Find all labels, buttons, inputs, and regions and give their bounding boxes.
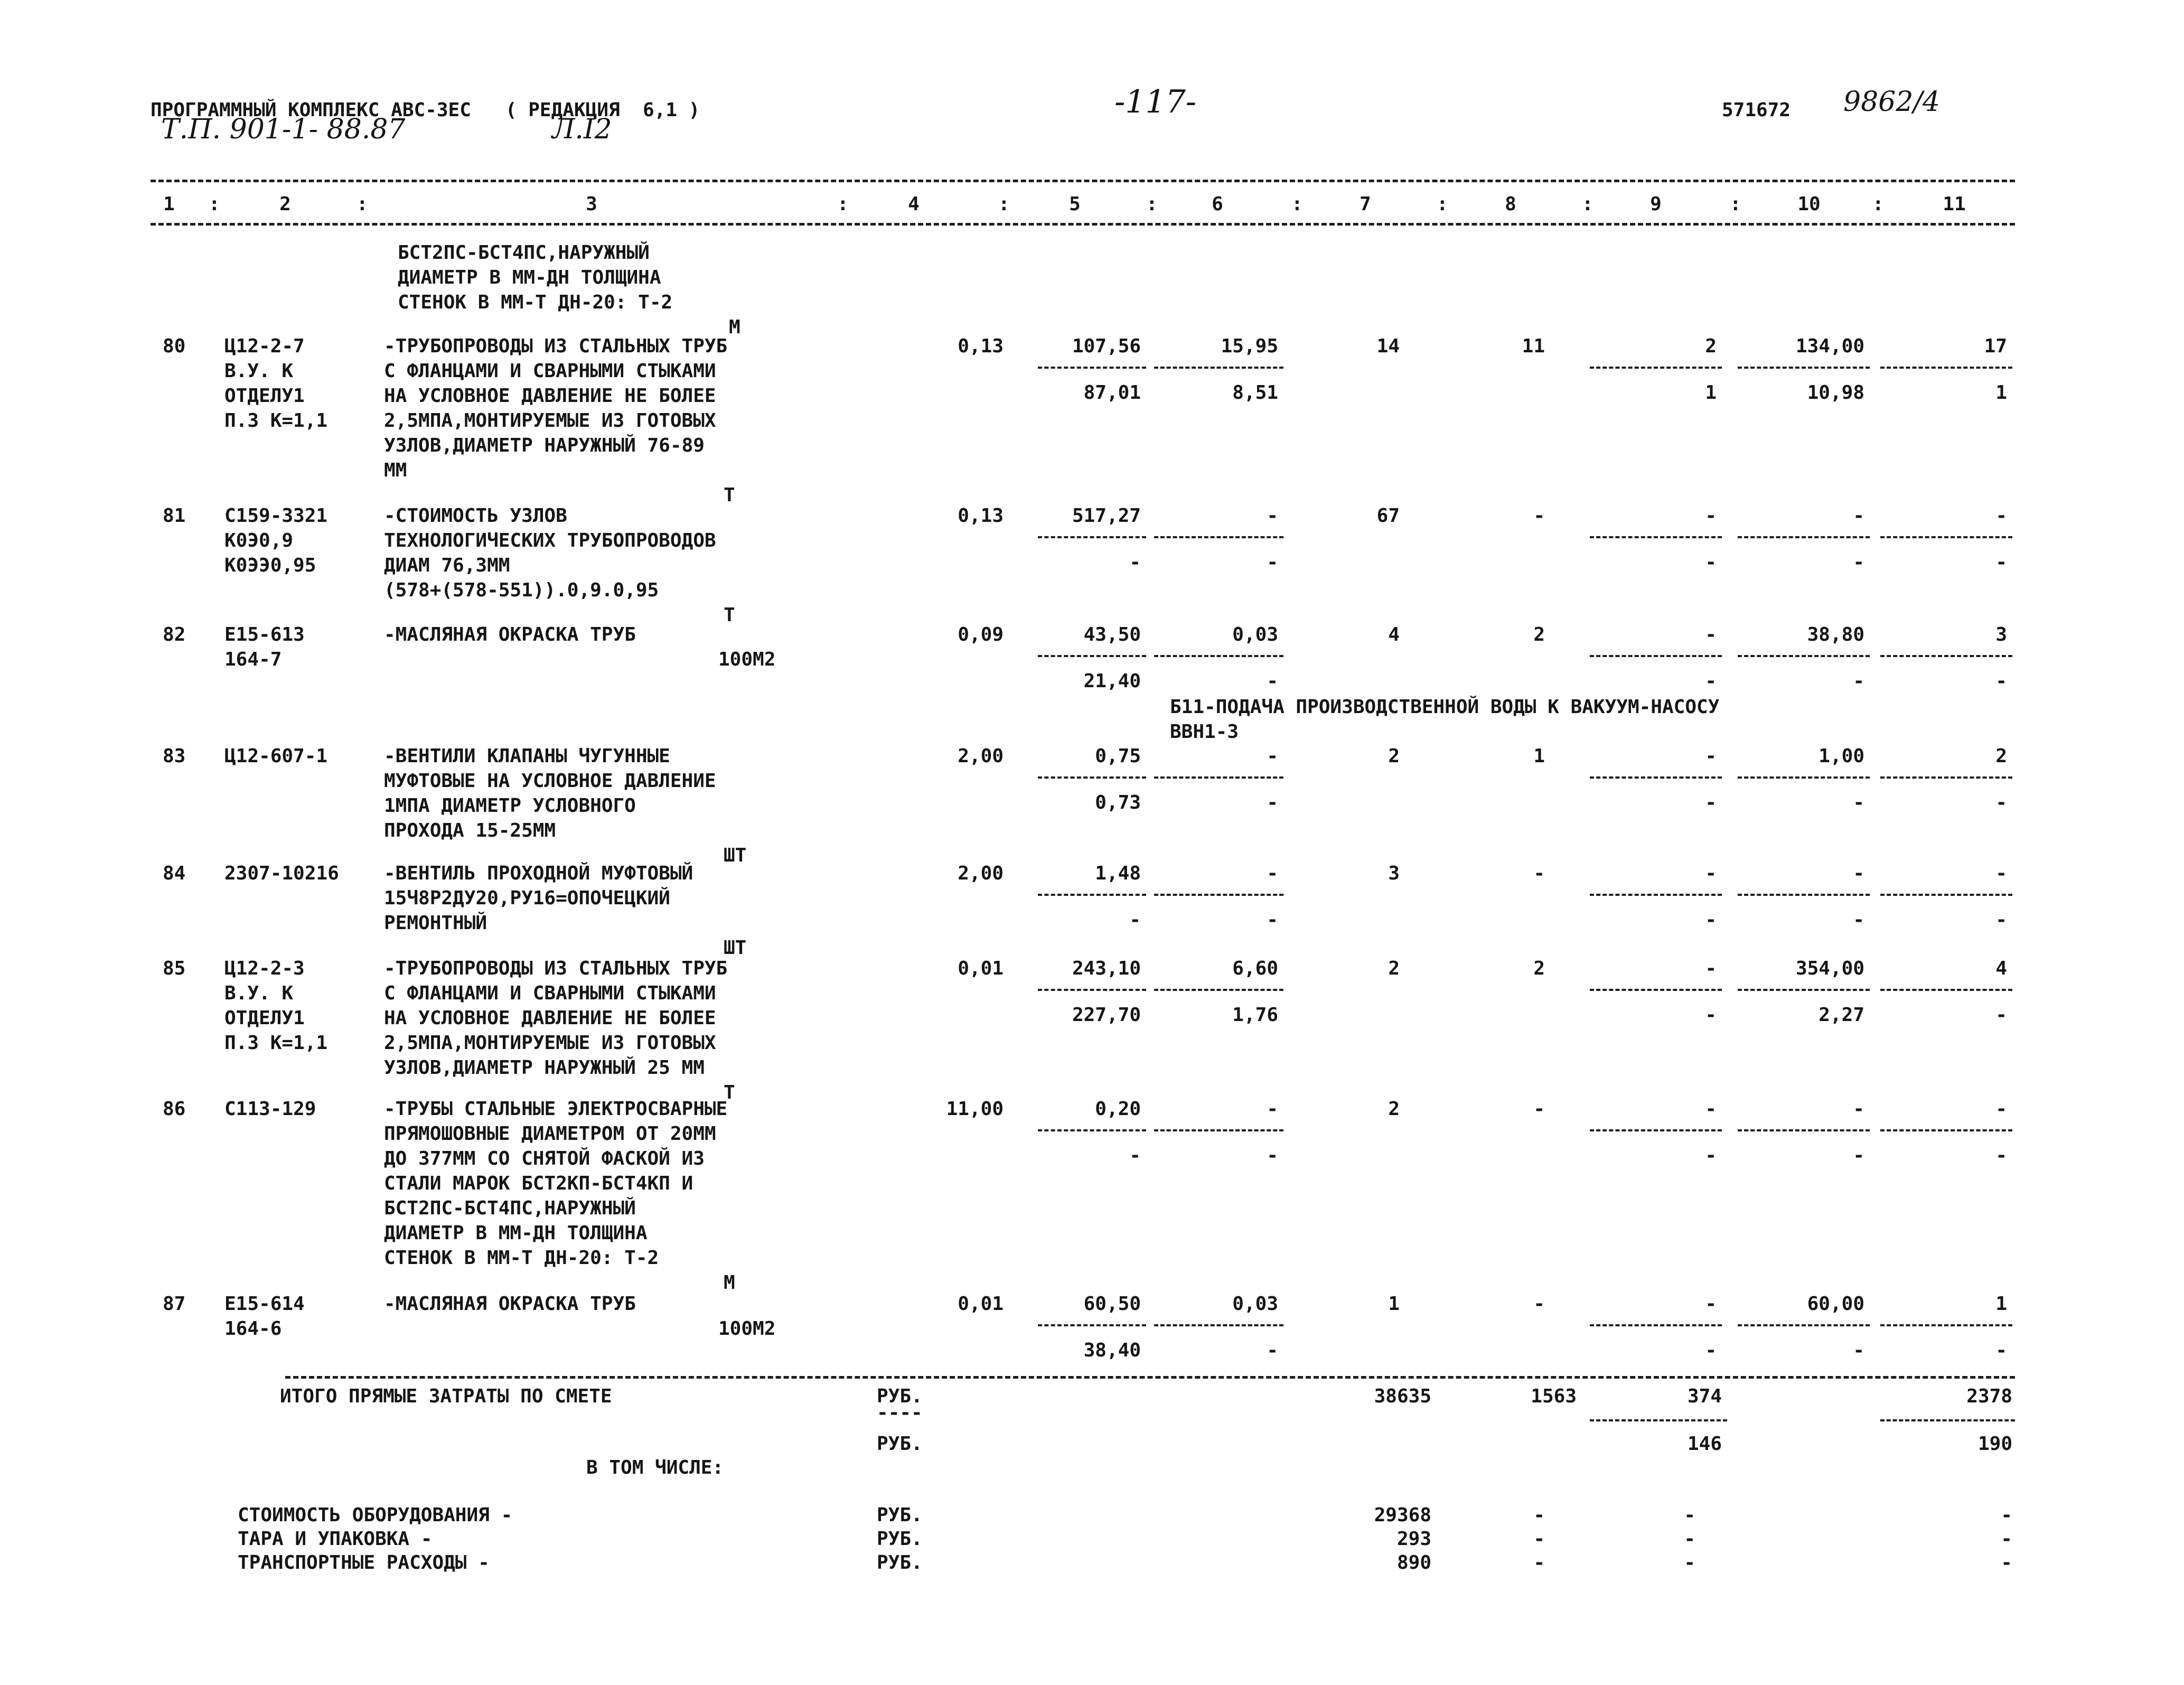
totals-rule (285, 1376, 2015, 1379)
fraction-rule (1590, 1419, 1727, 1421)
row-description-line: ПРОХОДА 15-25ММ (384, 820, 556, 841)
row-description-line: НА УСЛОВНОЕ ДАВЛЕНИЕ НЕ БОЛЕЕ (384, 385, 716, 407)
row-code-line: 164-7 (224, 649, 282, 670)
row-c5-bottom: - (1129, 551, 1141, 573)
packaging-unit: РУБ. (877, 1528, 923, 1550)
row-c6-bottom: - (1267, 670, 1278, 692)
row-quantity: 0,13 (958, 335, 1004, 357)
fraction-rule (1738, 655, 1870, 657)
column-header-6: 6 (1212, 193, 1223, 215)
row-c9-bottom: - (1705, 792, 1717, 813)
row-col8: 1 (1533, 745, 1545, 767)
row-description-line: -МАСЛЯНАЯ ОКРАСКА ТРУБ (384, 624, 636, 645)
row-c5-top: 43,50 (1083, 624, 1141, 645)
column-separator: : (1291, 193, 1303, 215)
row-col8: - (1533, 505, 1545, 527)
row-c10-top: - (1853, 1098, 1864, 1120)
row-code-line: 164-6 (224, 1318, 282, 1340)
row-c11-top: 1 (1995, 1293, 2007, 1315)
row-code-line: ОТДЕЛУ1 (224, 1007, 305, 1029)
row-c5-bottom: 38,40 (1083, 1340, 1141, 1361)
row-code-line: С113-129 (224, 1098, 316, 1120)
column-header-3: 3 (586, 193, 597, 215)
row-c6-top: - (1267, 863, 1278, 884)
row-col7: 2 (1388, 958, 1400, 979)
column-separator: : (1872, 193, 1884, 215)
row-c9-top: - (1705, 624, 1717, 645)
row-c5-bottom: 0,73 (1095, 792, 1141, 813)
program-title: ПРОГРАММНЫЙ КОМПЛЕКС АВС-ЗЕС ( РЕДАКЦИЯ 6,1 ) (151, 99, 700, 121)
row-c11-bottom: 1 (1995, 382, 2007, 404)
row-c5-bottom: 227,70 (1072, 1004, 1141, 1026)
fraction-rule (1880, 536, 2012, 538)
continuation-line: БСТ2ПС-БСТ4ПС,НАРУЖНЫЙ (398, 242, 650, 264)
row-description-line: НА УСЛОВНОЕ ДАВЛЕНИЕ НЕ БОЛЕЕ (384, 1007, 716, 1029)
section-title: Б11-ПОДАЧА ПРОИЗВОДСТВЕННОЙ ВОДЫ К ВАКУУМ-НАСОСУ (1170, 696, 1720, 718)
row-c9-bottom: - (1705, 1004, 1717, 1026)
row-description-line: С ФЛАНЦАМИ И СВАРНЫМИ СТЫКАМИ (384, 360, 716, 382)
row-description-line: С ФЛАНЦАМИ И СВАРНЫМИ СТЫКАМИ (384, 982, 716, 1004)
row-c11-top: - (1995, 863, 2007, 884)
row-c9-top: - (1705, 745, 1717, 767)
row-unit: ШТ (724, 845, 747, 866)
fraction-rule (1738, 367, 1870, 369)
column-header-4: 4 (908, 193, 920, 215)
row-unit: Т (724, 1082, 735, 1103)
row-unit: М (724, 1272, 735, 1294)
fraction-rule (1880, 894, 2012, 896)
column-separator: : (357, 193, 368, 215)
row-quantity: 2,00 (958, 863, 1004, 884)
fraction-rule (1738, 536, 1870, 538)
row-code-line: Ц12-2-7 (224, 335, 305, 357)
row-description-line: ПРЯМОШОВНЫЕ ДИАМЕТРОМ ОТ 20ММ (384, 1123, 716, 1145)
row-c10-bottom: 2,27 (1819, 1004, 1864, 1026)
row-number: 83 (163, 745, 186, 767)
continuation-line: СТЕНОК В ММ-Т ДН-20: Т-2 (398, 292, 673, 313)
row-c10-top: - (1853, 505, 1864, 527)
continuation-unit: М (729, 316, 741, 338)
transport-unit: РУБ. (877, 1552, 923, 1574)
fraction-rule (1154, 367, 1283, 369)
fraction-rule (1738, 1129, 1870, 1131)
row-description-line: -ТРУБОПРОВОДЫ ИЗ СТАЛЬНЫХ ТРУБ (384, 335, 728, 357)
fraction-rule (1738, 989, 1870, 991)
row-unit: Т (724, 484, 735, 506)
row-c5-bottom: 21,40 (1083, 670, 1141, 692)
fraction-rule (1154, 1324, 1283, 1326)
row-col8: 11 (1522, 335, 1545, 357)
row-description-line: ДИАМЕТР В ММ-ДН ТОЛЩИНА (384, 1222, 648, 1244)
transport-col9: - (1684, 1552, 1695, 1574)
row-c10-bottom: 10,98 (1807, 382, 1864, 404)
row-description-line: -ВЕНТИЛЬ ПРОХОДНОЙ МУФТОВЫЙ (384, 863, 693, 884)
packaging-col8: - (1533, 1528, 1545, 1550)
totals-unit-2: РУБ. (877, 1433, 923, 1455)
album-number: Л.I2 (552, 114, 612, 145)
row-c10-top: 1,00 (1819, 745, 1864, 767)
row-quantity: 0,01 (958, 958, 1004, 979)
fraction-rule (1038, 655, 1146, 657)
row-description-line: ДО 377ММ СО СНЯТОЙ ФАСКОЙ ИЗ (384, 1148, 705, 1169)
column-separator: : (998, 193, 1010, 215)
row-description-line: 2,5МПА,МОНТИРУЕМЫЕ ИЗ ГОТОВЫХ (384, 410, 716, 432)
row-c11-bottom: - (1995, 670, 2007, 692)
row-number: 81 (163, 505, 186, 527)
totals-label: ИТОГО ПРЯМЫЕ ЗАТРАТЫ ПО СМЕТЕ (280, 1386, 612, 1407)
row-code-line: 2307-10216 (224, 863, 339, 884)
column-separator: : (1582, 193, 1594, 215)
row-code-line: Е15-614 (224, 1293, 305, 1315)
transport-col11: - (2001, 1552, 2012, 1574)
row-code-line: Е15-613 (224, 624, 305, 645)
row-c11-top: 17 (1984, 335, 2007, 357)
row-c6-bottom: - (1267, 1340, 1278, 1361)
row-c6-top: - (1267, 1098, 1278, 1120)
row-description-line: -ТРУБОПРОВОДЫ ИЗ СТАЛЬНЫХ ТРУБ (384, 958, 728, 979)
row-description-line: -МАСЛЯНАЯ ОКРАСКА ТРУБ (384, 1293, 636, 1315)
row-col7: 2 (1388, 745, 1400, 767)
row-c6-bottom: - (1267, 909, 1278, 931)
row-c6-top: 6,60 (1232, 958, 1278, 979)
row-code-line: П.3 К=1,1 (224, 1032, 328, 1054)
fraction-rule (1154, 776, 1283, 779)
packaging-col9: - (1684, 1528, 1695, 1550)
row-c11-bottom: - (1995, 1340, 2007, 1361)
row-description-line: ММ (384, 460, 407, 481)
row-description-line: РЕМОНТНЫЙ (384, 912, 488, 934)
column-header-2: 2 (279, 193, 291, 215)
row-col7: 3 (1388, 863, 1400, 884)
totals-unit-dash: ---- (877, 1402, 923, 1424)
column-header-1: 1 (163, 193, 175, 215)
row-c9-bottom: - (1705, 551, 1717, 573)
fraction-rule (1154, 1129, 1283, 1131)
row-c9-top: 2 (1705, 335, 1717, 357)
row-c9-bottom: - (1705, 670, 1717, 692)
totals-unit: РУБ. (877, 1386, 923, 1407)
row-c10-top: - (1853, 863, 1864, 884)
row-c9-top: - (1705, 1098, 1717, 1120)
row-c11-bottom: - (1995, 1145, 2007, 1166)
row-c6-bottom: 8,51 (1232, 382, 1278, 404)
row-c6-top: 15,95 (1221, 335, 1278, 357)
row-c9-top: - (1705, 958, 1717, 979)
fraction-rule (1590, 367, 1722, 369)
totals-col7: 38635 (1374, 1386, 1431, 1407)
row-c10-top: 38,80 (1807, 624, 1864, 645)
totals-col11-bottom: 190 (1977, 1433, 2012, 1455)
row-description-line: СТАЛИ МАРОК БСТ2КП-БСТ4КП И (384, 1173, 693, 1194)
row-c6-bottom: - (1267, 792, 1278, 813)
transport-col7: 890 (1396, 1552, 1431, 1574)
sheet-number: 9862/4 (1843, 86, 1940, 118)
column-header-9: 9 (1650, 193, 1662, 215)
column-header-11: 11 (1943, 193, 1966, 215)
header-bottom-rule (151, 223, 2015, 226)
fraction-rule (1590, 1129, 1722, 1131)
fraction-rule (1880, 367, 2012, 369)
row-code-line: В.У. К (224, 982, 294, 1004)
row-col7: 2 (1388, 1098, 1400, 1120)
row-description-line: ТЕХНОЛОГИЧЕСКИХ ТРУБОПРОВОДОВ (384, 530, 716, 551)
equipment-cost-unit: РУБ. (877, 1504, 923, 1526)
row-number: 85 (163, 958, 186, 979)
row-number: 87 (163, 1293, 186, 1315)
row-c5-top: 517,27 (1072, 505, 1141, 527)
row-c11-top: - (1995, 1098, 2007, 1120)
row-c10-bottom: - (1853, 909, 1864, 931)
column-separator: : (1146, 193, 1158, 215)
row-c6-bottom: - (1267, 551, 1278, 573)
row-c11-top: 4 (1995, 958, 2007, 979)
row-c5-top: 60,50 (1083, 1293, 1141, 1315)
row-col7: 4 (1388, 624, 1400, 645)
totals-col8: 1563 (1531, 1386, 1577, 1407)
row-code-line: ОТДЕЛУ1 (224, 385, 305, 407)
row-col7: 14 (1376, 335, 1400, 357)
row-unit: ШТ (724, 937, 747, 959)
row-c10-top: 60,00 (1807, 1293, 1864, 1315)
document-number: 571672 (1722, 99, 1791, 121)
row-c9-bottom: - (1705, 1340, 1717, 1361)
fraction-rule (1154, 536, 1283, 538)
column-header-7: 7 (1360, 193, 1371, 215)
row-c11-top: - (1995, 505, 2007, 527)
row-c10-top: 354,00 (1795, 958, 1864, 979)
row-c10-bottom: - (1853, 551, 1864, 573)
row-code-line: Ц12-607-1 (224, 745, 328, 767)
row-col8: - (1533, 1098, 1545, 1120)
row-code-line: П.3 К=1,1 (224, 410, 328, 432)
fraction-rule (1590, 1324, 1722, 1326)
totals-col9-top: 374 (1687, 1386, 1722, 1407)
row-col8: 2 (1533, 624, 1545, 645)
packaging-col11: - (2001, 1528, 2012, 1550)
column-header-10: 10 (1797, 193, 1821, 215)
row-description-line: -ВЕНТИЛИ КЛАПАНЫ ЧУГУННЫЕ (384, 745, 670, 767)
totals-col11-top: 2378 (1966, 1386, 2012, 1407)
row-quantity: 0,13 (958, 505, 1004, 527)
fraction-rule (1590, 776, 1722, 779)
row-number: 80 (163, 335, 186, 357)
row-c10-bottom: - (1853, 1340, 1864, 1361)
fraction-rule (1038, 989, 1146, 991)
row-c5-top: 107,56 (1072, 335, 1141, 357)
row-number: 82 (163, 624, 186, 645)
column-header-5: 5 (1069, 193, 1081, 215)
row-c5-bottom: 87,01 (1083, 382, 1141, 404)
fraction-rule (1590, 894, 1722, 896)
equipment-cost-col7: 29368 (1374, 1504, 1431, 1526)
row-col8: 2 (1533, 958, 1545, 979)
column-separator: : (837, 193, 849, 215)
row-c6-top: - (1267, 505, 1278, 527)
fraction-rule (1880, 989, 2012, 991)
row-description-line: -ТРУБЫ СТАЛЬНЫЕ ЭЛЕКТРОСВАРНЫЕ (384, 1098, 728, 1120)
row-c6-bottom: 1,76 (1232, 1004, 1278, 1026)
fraction-rule (1880, 776, 2012, 779)
fraction-rule (1738, 776, 1870, 779)
transport-col8: - (1533, 1552, 1545, 1574)
fraction-rule (1038, 1129, 1146, 1131)
row-c9-bottom: 1 (1705, 382, 1717, 404)
page-number: -117- (1114, 83, 1197, 120)
row-number: 84 (163, 863, 186, 884)
fraction-rule (1880, 1129, 2012, 1131)
row-c11-bottom: - (1995, 792, 2007, 813)
row-c11-bottom: - (1995, 1004, 2007, 1026)
row-description-line: (578+(578-551)).0,9.0,95 (384, 579, 659, 601)
row-c5-top: 1,48 (1095, 863, 1141, 884)
row-description-line: ДИАМ 76,3ММ (384, 555, 510, 576)
row-quantity: 11,00 (946, 1098, 1004, 1120)
fraction-rule (1154, 894, 1283, 896)
row-c10-bottom: - (1853, 792, 1864, 813)
column-header-8: 8 (1505, 193, 1516, 215)
row-code-line: Ц12-2-3 (224, 958, 305, 979)
including-label: В ТОМ ЧИСЛЕ: (586, 1457, 724, 1478)
row-c6-top: 0,03 (1232, 624, 1278, 645)
row-quantity: 0,09 (958, 624, 1004, 645)
fraction-rule (1738, 1324, 1870, 1326)
fraction-rule (1590, 655, 1722, 657)
row-code-line: В.У. К (224, 360, 294, 382)
row-description-line: МУФТОВЫЕ НА УСЛОВНОЕ ДАВЛЕНИЕ (384, 770, 716, 792)
row-c6-top: 0,03 (1232, 1293, 1278, 1315)
fraction-rule (1038, 894, 1146, 896)
row-col8: - (1533, 863, 1545, 884)
fraction-rule (1154, 989, 1283, 991)
equipment-cost-label: СТОИМОСТЬ ОБОРУДОВАНИЯ - (238, 1504, 513, 1526)
fraction-rule (1038, 776, 1146, 779)
row-c11-bottom: - (1995, 909, 2007, 931)
row-description-line: УЗЛОВ,ДИАМЕТР НАРУЖНЫЙ 76-89 (384, 435, 705, 456)
fraction-rule (1038, 536, 1146, 538)
row-c6-top: - (1267, 745, 1278, 767)
row-c6-bottom: - (1267, 1145, 1278, 1166)
row-c9-bottom: - (1705, 909, 1717, 931)
row-c9-top: - (1705, 505, 1717, 527)
row-description-line: СТЕНОК В ММ-Т ДН-20: Т-2 (384, 1247, 659, 1269)
fraction-rule (1590, 536, 1722, 538)
row-description-line: УЗЛОВ,ДИАМЕТР НАРУЖНЫЙ 25 ММ (384, 1057, 705, 1079)
equipment-cost-col11: - (2001, 1504, 2012, 1526)
fraction-rule (1038, 367, 1146, 369)
row-c11-bottom: - (1995, 551, 2007, 573)
row-unit: 100М2 (718, 649, 776, 670)
row-c9-bottom: - (1705, 1145, 1717, 1166)
row-unit: Т (724, 604, 735, 626)
row-unit: 100М2 (718, 1318, 776, 1340)
row-quantity: 2,00 (958, 745, 1004, 767)
row-c5-top: 0,20 (1095, 1098, 1141, 1120)
fraction-rule (1590, 989, 1722, 991)
column-separator: : (209, 193, 220, 215)
row-c10-bottom: - (1853, 670, 1864, 692)
row-col7: 67 (1376, 505, 1400, 527)
row-col7: 1 (1388, 1293, 1400, 1315)
row-code-line: К0ЭЭ0,95 (224, 555, 316, 576)
row-c5-top: 0,75 (1095, 745, 1141, 767)
equipment-cost-col9: - (1684, 1504, 1695, 1526)
totals-col9-bottom: 146 (1687, 1433, 1722, 1455)
row-c11-top: 2 (1995, 745, 2007, 767)
document-code: Т.П. 901-1- 88.87 (161, 114, 406, 145)
transport-label: ТРАНСПОРТНЫЕ РАСХОДЫ - (238, 1552, 490, 1574)
column-separator: : (1730, 193, 1741, 215)
packaging-label: ТАРА И УПАКОВКА - (238, 1528, 433, 1550)
row-description-line: 2,5МПА,МОНТИРУЕМЫЕ ИЗ ГОТОВЫХ (384, 1032, 716, 1054)
row-description-line: 15Ч8Р2ДУ20,РУ16=ОПОЧЕЦКИЙ (384, 887, 670, 909)
section-title-line-2: ВВН1-3 (1170, 721, 1239, 743)
row-c10-top: 134,00 (1795, 335, 1864, 357)
column-separator: : (1437, 193, 1448, 215)
packaging-col7: 293 (1396, 1528, 1431, 1550)
row-c9-top: - (1705, 863, 1717, 884)
header-top-rule (151, 180, 2015, 182)
row-c5-bottom: - (1129, 1145, 1141, 1166)
fraction-rule (1880, 1324, 2012, 1326)
row-c5-top: 243,10 (1072, 958, 1141, 979)
fraction-rule (1738, 894, 1870, 896)
row-c11-top: 3 (1995, 624, 2007, 645)
fraction-rule (1880, 1419, 2015, 1421)
row-c9-top: - (1705, 1293, 1717, 1315)
row-c10-bottom: - (1853, 1145, 1864, 1166)
row-col8: - (1533, 1293, 1545, 1315)
continuation-line: ДИАМЕТР В ММ-ДН ТОЛЩИНА (398, 267, 661, 288)
equipment-cost-col8: - (1533, 1504, 1545, 1526)
fraction-rule (1038, 1324, 1146, 1326)
row-description-line: 1МПА ДИАМЕТР УСЛОВНОГО (384, 795, 636, 817)
row-description-line: -СТОИМОСТЬ УЗЛОВ (384, 505, 567, 527)
row-quantity: 0,01 (958, 1293, 1004, 1315)
fraction-rule (1154, 655, 1283, 657)
row-number: 86 (163, 1098, 186, 1120)
fraction-rule (1880, 655, 2012, 657)
row-c5-bottom: - (1129, 909, 1141, 931)
row-code-line: К0Э0,9 (224, 530, 294, 551)
row-description-line: БСТ2ПС-БСТ4ПС,НАРУЖНЫЙ (384, 1197, 636, 1219)
row-code-line: С159-3321 (224, 505, 328, 527)
